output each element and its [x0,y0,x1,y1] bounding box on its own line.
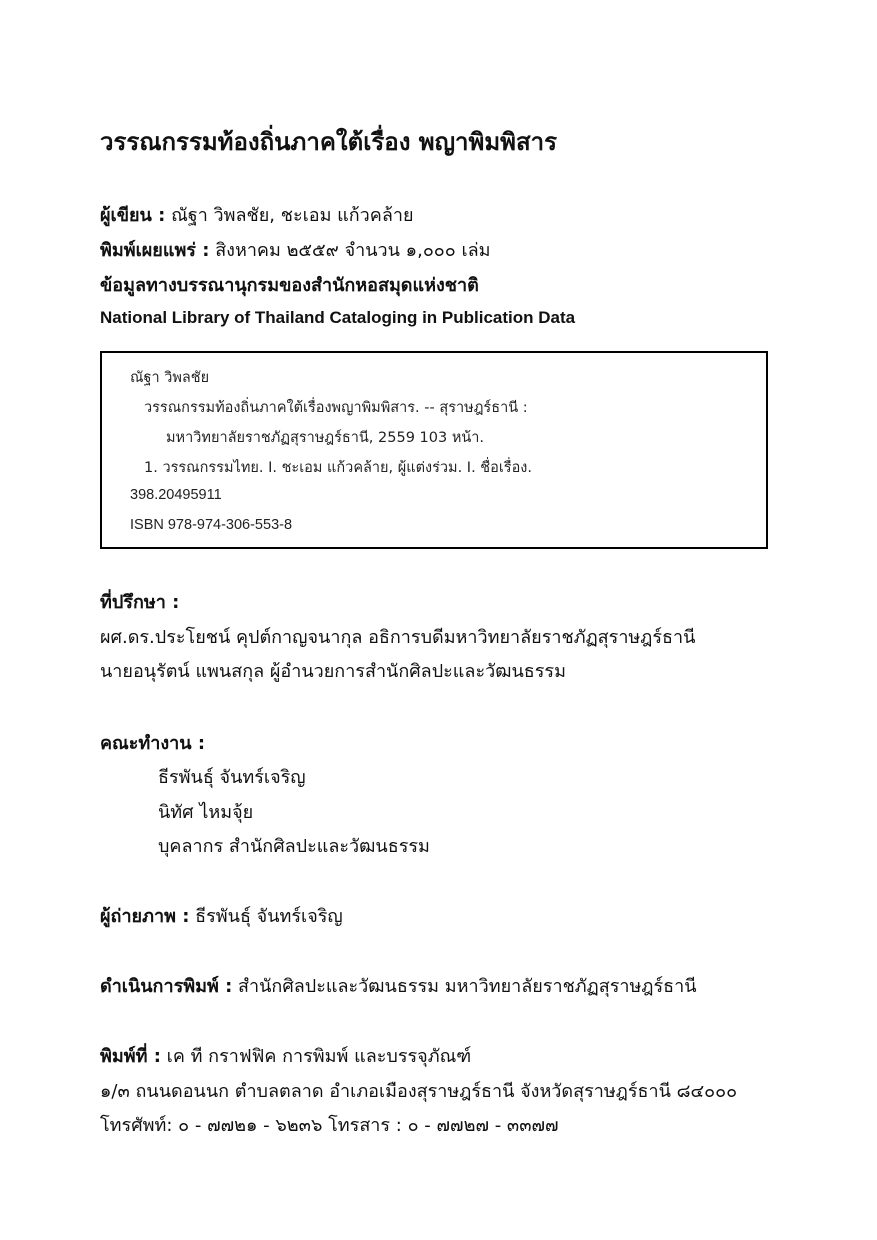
printer-label: พิมพ์ที่ : [100,1046,161,1067]
printer-address: ๑/๓ ถนนดอนนก ตำบลตลาด อำเภอเมืองสุราษฎร์ธานี จังหวัดสุราษฎร์ธานี ๘๔๐๐๐ [100,1081,738,1102]
advisors-label: ที่ปรึกษา : [100,592,180,613]
advisor-line-2: นายอนุรัตน์ แพนสกุล ผู้อำนวยการสำนักศิลปะและวัฒนธรรม [100,661,566,682]
photographer-value: ธีรพันธุ์ จันทร์เจริญ [195,906,343,927]
catalog-classification: 398.20495911 [130,487,222,503]
printer-phone: โทรศัพท์: ๐ - ๗๗๒๑ - ๖๒๓๖ โทรสาร : ๐ - ๗๗๒๗ - ๓๓๗๗ [100,1115,559,1136]
book-title: วรรณกรรมท้องถิ่นภาคใต้เรื่อง พญาพิมพิสาร [100,128,558,156]
catalog-isbn: ISBN 978-974-306-553-8 [130,517,293,533]
publish-label: พิมพ์เผยแพร่ : [100,240,210,261]
publish-line [100,235,491,264]
team-member-3: บุคลากร สำนักศิลปะและวัฒนธรรม [158,836,430,857]
printer-line [100,1041,471,1070]
publish-value: สิงหาคม ๒๕๕๙ จำนวน ๑,๐๐๐ เล่ม [215,240,491,261]
photographer-line [100,901,343,930]
photographer-label: ผู้ถ่ายภาพ : [100,906,190,927]
author-value: ณัฐา วิพลชัย, ชะเอม แก้วคล้าย [171,205,414,226]
catalog-author: ณัฐา วิพลชัย [130,370,210,386]
advisor-line-1: ผศ.ดร.ประโยชน์ คุปต์กาญจนากุล อธิการบดีมหาวิทยาลัยราชภัฏสุราษฎร์ธานี [100,627,696,648]
printing-operator-value: สำนักศิลปะและวัฒนธรรม มหาวิทยาลัยราชภัฏสุราษฎร์ธานี [238,976,697,997]
catalog-title-line: วรรณกรรมท้องถิ่นภาคใต้เรื่องพญาพิมพิสาร. -- สุราษฎร์ธานี : [144,400,528,416]
catalog-subjects-line: 1. วรรณกรรมไทย. I. ชะเอม แก้วคล้าย, ผู้แต่งร่วม. I. ชื่อเรื่อง. [144,460,532,476]
cip-thai-heading: ข้อมูลทางบรรณานุกรมของสำนักหอสมุดแห่งชาติ [100,275,479,296]
printer-value: เค ที กราฟฟิค การพิมพ์ และบรรจุภัณฑ์ [166,1046,472,1067]
catalog-publisher-line: มหาวิทยาลัยราชภัฏสุราษฎร์ธานี, 2559 103 หน้า. [166,430,485,446]
printing-operator-label: ดำเนินการพิมพ์ : [100,976,233,997]
team-member-1: ธีรพันธุ์ จันทร์เจริญ [158,767,306,788]
team-label: คณะทำงาน : [100,733,206,754]
author-line [100,200,414,229]
author-label: ผู้เขียน : [100,205,166,226]
printing-operator-line [100,971,697,1000]
team-member-2: นิทัศ ไหมจุ้ย [158,802,254,823]
cip-english-heading: National Library of Thailand Cataloging in Publication Data [100,308,576,327]
